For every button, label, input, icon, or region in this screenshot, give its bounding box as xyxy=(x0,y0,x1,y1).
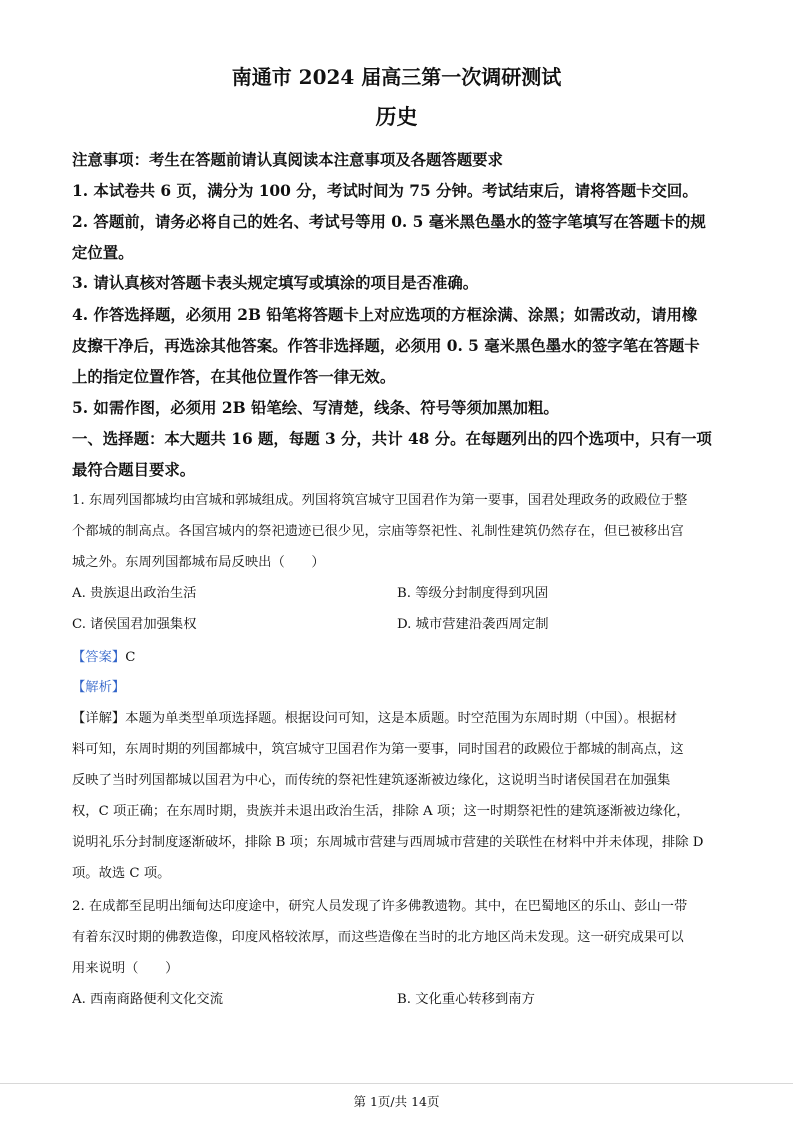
q1-detail: 料可知，东周时期的列国都城中，筑宫城守卫国君作为第一要事，同时国君的政殿位于都城的制高点，这 xyxy=(72,742,684,757)
notice-line: 5. 如需作图，必须用 2B 铅笔绘、写清楚，线条、符号等须加黑加粗。 xyxy=(72,399,559,417)
section-heading: 一、选择题：本大题共 16 题，每题 3 分，共计 48 分。在每题列出的四个选项中，只有一项 xyxy=(72,430,712,448)
q2-option-b: B. 文化重心转移到南方 xyxy=(397,992,535,1007)
q1-detail: 反映了当时列国都城以国君为中心，而传统的祭祀性建筑逐渐被边缘化，这说明当时诸侯国君在加强集 xyxy=(72,773,671,788)
q2-option-a: A. 西南商路便利文化交流 xyxy=(72,992,224,1007)
notice-line: 2. 答题前，请务必将自己的姓名、考试号等用 0. 5 毫米黑色墨水的签字笔填写在答题卡的规 xyxy=(72,213,706,231)
q1-detail: 权，C 项正确；在东周时期，贵族并未退出政治生活，排除 A 项；这一时期祭祀性的建筑逐渐被边缘化， xyxy=(72,804,690,819)
q1-detail: 说明礼乐分封制度逐渐破坏，排除 B 项；东周城市营建与西周城市营建的关联性在材料中并未体现，排除 D xyxy=(72,835,704,850)
q1-stem: 个都城的制高点。各国宫城内的祭祀遗迹已很少见，宗庙等祭祀性、礼制性建筑仍然存在，但已被移出宫 xyxy=(72,524,684,539)
notice-heading: 注意事项：考生在答题前请认真阅读本注意事项及各题答题要求 xyxy=(72,151,503,169)
footer-rule xyxy=(0,1083,793,1084)
q1-stem: 1. 东周列国都城均由宫城和郭城组成。列国将筑宫城守卫国君作为第一要事，国君处理政务的政殿位于整 xyxy=(72,493,688,508)
q1-analysis-tag: 【解析】 xyxy=(72,680,126,695)
q1-detail: 项。故选 C 项。 xyxy=(72,866,171,881)
q1-option-b: B. 等级分封制度得到巩固 xyxy=(397,586,549,601)
notice-line: 1. 本试卷共 6 页，满分为 100 分，考试时间为 75 分钟。考试结束后，请将答题卡交回。 xyxy=(72,182,698,200)
section-heading: 最符合题目要求。 xyxy=(72,461,196,479)
notice-line: 皮擦干净后，再选涂其他答案。作答非选择题，必须用 0. 5 毫米黑色墨水的签字笔在答题卡 xyxy=(72,337,700,355)
q1-option-a: A. 贵族退出政治生活 xyxy=(72,586,197,601)
exam-title: 南通市 2024 届高三第一次调研测试 xyxy=(231,65,562,89)
subject-title: 历史 xyxy=(375,104,418,129)
q1-stem: 城之外。东周列国都城布局反映出（ ） xyxy=(72,555,325,570)
answer-tag: 【答案】 xyxy=(72,650,126,665)
notice-line: 4. 作答选择题，必须用 2B 铅笔将答题卡上对应选项的方框涂满、涂黑；如需改动，请用橡 xyxy=(72,306,698,324)
q1-option-c: C. 诸侯国君加强集权 xyxy=(72,617,197,632)
notice-line: 上的指定位置作答，在其他位置作答一律无效。 xyxy=(72,368,396,386)
q1-option-d: D. 城市营建沿袭西周定制 xyxy=(397,617,549,632)
q1-answer xyxy=(72,648,732,668)
notice-line: 3. 请认真核对答题卡表头规定填写或填涂的项目是否准确。 xyxy=(72,274,479,292)
notice-line: 定位置。 xyxy=(72,244,134,262)
q2-stem: 有着东汉时期的佛教造像，印度风格较浓厚，而这些造像在当时的北方地区尚未发现。这一研究成果可以 xyxy=(72,930,684,945)
q2-stem: 2. 在成都至昆明出缅甸达印度途中，研究人员发现了许多佛教遗物。其中，在巴蜀地区的乐山、彭山一带 xyxy=(72,899,688,914)
q2-stem: 用来说明（ ） xyxy=(72,961,179,976)
page-footer: 第 1页/共 14页 xyxy=(353,1094,440,1109)
q1-detail: 【详解】本题为单类型单项选择题。根据设问可知，这是本质题。时空范围为东周时期（中国）。根据材 xyxy=(72,711,678,726)
answer-value: C xyxy=(125,650,136,665)
